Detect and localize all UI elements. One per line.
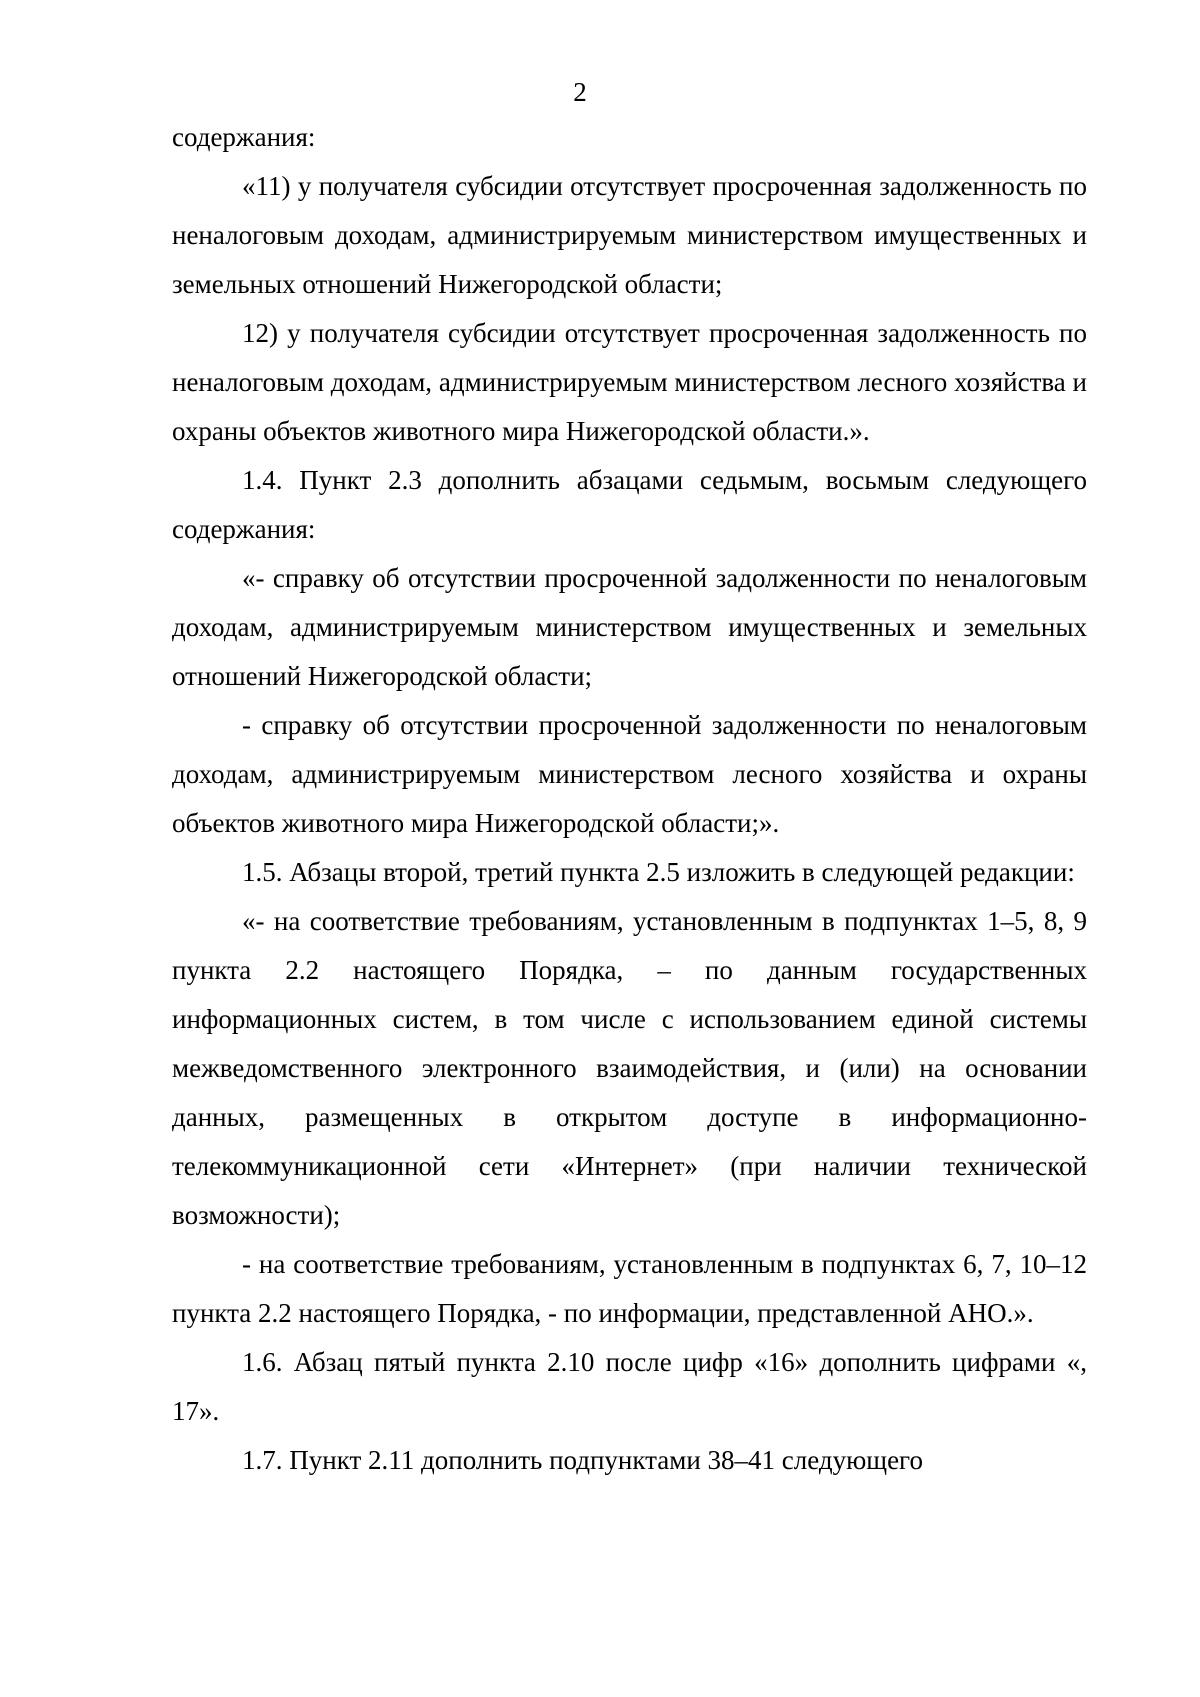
- paragraph-continuation: содержания:: [172, 122, 316, 152]
- paragraph-certificate-forestry: - справку об отсутствии просроченной задолженности по неналоговым доходам, администрируемым министерством лесного хозяйства и охраны объектов животного мира Нижегородской области;».: [172, 710, 1087, 838]
- paragraph-item-1-7: 1.7. Пункт 2.11 дополнить подпунктами 38–41 следующего: [242, 1445, 923, 1475]
- paragraph-item-1-6: 1.6. Абзац пятый пункта 2.10 после цифр «16» дополнить цифрами «, 17».: [172, 1347, 1087, 1426]
- paragraph-compliance-state-systems: «- на соответствие требованиям, установленным в подпунктах 1–5, 8, 9 пункта 2.2 настоящего Порядка, – по данным государственных информационных систем, в том числе с использованием единой системы межведомственного электронного взаимодействия, и (или) на основании данных, размещенных в открытом доступе в информационно-телекоммуникационной сети «Интернет» (при наличии технической возможности);: [172, 906, 1087, 1230]
- paragraph-item-1-5: 1.5. Абзацы второй, третий пункта 2.5 изложить в следующей редакции:: [242, 857, 1075, 887]
- paragraph-compliance-ano: - на соответствие требованиям, установленным в подпунктах 6, 7, 10–12 пункта 2.2 настоящего Порядка, - по информации, представленной АНО.».: [172, 1249, 1087, 1328]
- paragraph-certificate-property: «- справку об отсутствии просроченной задолженности по неналоговым доходам, администрируемым министерством имущественных и земельных отношений Нижегородской области;: [172, 563, 1087, 691]
- page-number: 2: [573, 77, 587, 107]
- document-body: [172, 113, 1087, 1485]
- paragraph-item-1-4: 1.4. Пункт 2.3 дополнить абзацами седьмым, восьмым следующего содержания:: [172, 465, 1087, 544]
- paragraph-subitem-12: 12) у получателя субсидии отсутствует просроченная задолженность по неналоговым доходам, администрируемым министерством лесного хозяйства и охраны объектов животного мира Нижегородской области.».: [172, 318, 1087, 446]
- paragraph-subitem-11: «11) у получателя субсидии отсутствует просроченная задолженность по неналоговым доходам, администрируемым министерством имущественных и земельных отношений Нижегородской области;: [172, 171, 1087, 299]
